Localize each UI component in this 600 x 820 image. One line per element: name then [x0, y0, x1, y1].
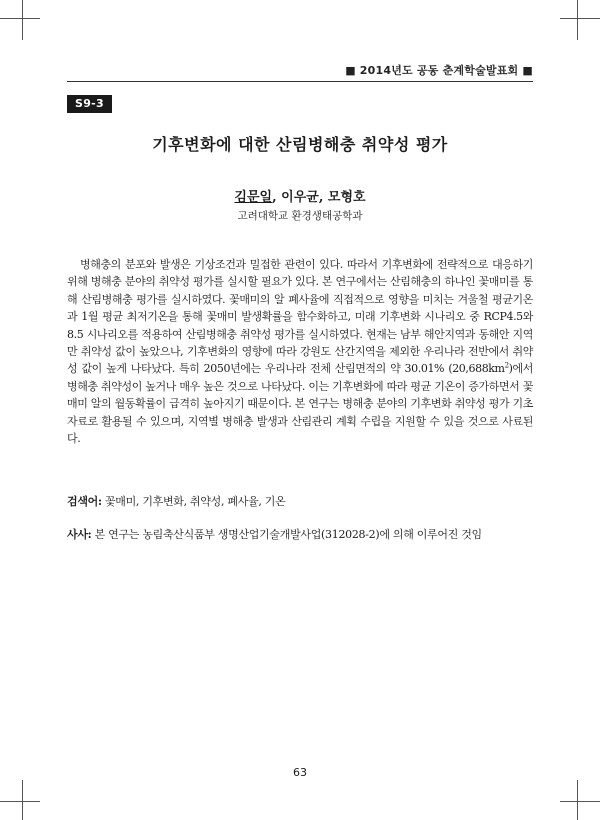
superscript: 2: [504, 361, 509, 370]
crop-mark: [577, 0, 578, 40]
co-authors: , 이우균, 모형호: [272, 190, 366, 205]
crop-mark: [22, 0, 23, 40]
crop-mark: [560, 801, 600, 802]
ack-label: 사사:: [67, 528, 92, 541]
ack-text: 본 연구는 농림축산식품부 생명산업기술개발사업(312028-2)에 의해 이루어진 것임: [91, 528, 482, 541]
abstract-body: [67, 256, 533, 447]
keywords: [67, 493, 533, 510]
session-badge: S9-3: [67, 95, 112, 113]
crop-mark: [560, 18, 600, 19]
crop-mark: [0, 18, 40, 19]
abstract-text: 병해충의 분포와 발생은 기상조건과 밀접한 관련이 있다. 따라서 기후변화에 전략적으로 대응하기 위해 병해충 분야의 취약성 평가를 실시할 필요가 있다. 본 연구에서는 산림해충의 하나인 꽃매미를 통해 산림병해충 평가를 실시하였다. 꽃매미의 알 폐사율에 직접적으로 영향을 미치는 겨울철 평균기온과 1월 평균 최저기온을 통해 꽃매미 발생확률을 함수화하고, 미래 기후변화 시나리오 중 RCP4.5와 8.5 시나리오를 적용하여 산림병해충 취약성 평가를 실시하였다. 현재는 남부 해안지역과 동해안 지역만 취약성 값이 높았으나, 기후변화의 영향에 따라 강원도 산간지역을 제외한 우리나라 전반에서 취약성 값이 높게 나타났다. 특히 2050년에는 우리나라 전체 산림면적의 약 30.01% (20,688km: [67, 258, 533, 376]
header-rule: [67, 81, 533, 82]
acknowledgement: [67, 526, 533, 543]
running-header: ■ 2014년도 공동 춘계학술발표회 ■: [345, 64, 533, 77]
page-number: 63: [293, 766, 307, 779]
abstract-text-cont: )에서 병해충 취약성이 높거나 매우 높은 것으로 나타났다. 이는 기후변화에 따라 평균 기온이 증가하면서 꽃매미 알의 월동확률이 급격히 높아지기 때문이다. 본 연구는 병해충 분야의 기후변화 취약성 평가 기초자료로 활용될 수 있으며, 지역별 병해충 발생과 산림관리 계획 수립을 지원할 수 있을 것으로 사료된다.: [67, 362, 533, 446]
crop-mark: [0, 801, 40, 802]
keywords-text: 꽃매미, 기후변화, 취약성, 폐사율, 기온: [101, 495, 286, 508]
presenting-author: 김문일: [234, 190, 273, 205]
keywords-label: 검색어:: [67, 495, 102, 508]
author-list: [67, 186, 533, 205]
affiliation: 고려대학교 환경생태공학과: [237, 210, 363, 222]
paper-title: 기후변화에 대한 산림병해충 취약성 평가: [152, 135, 448, 154]
crop-mark: [22, 780, 23, 820]
crop-mark: [577, 780, 578, 820]
